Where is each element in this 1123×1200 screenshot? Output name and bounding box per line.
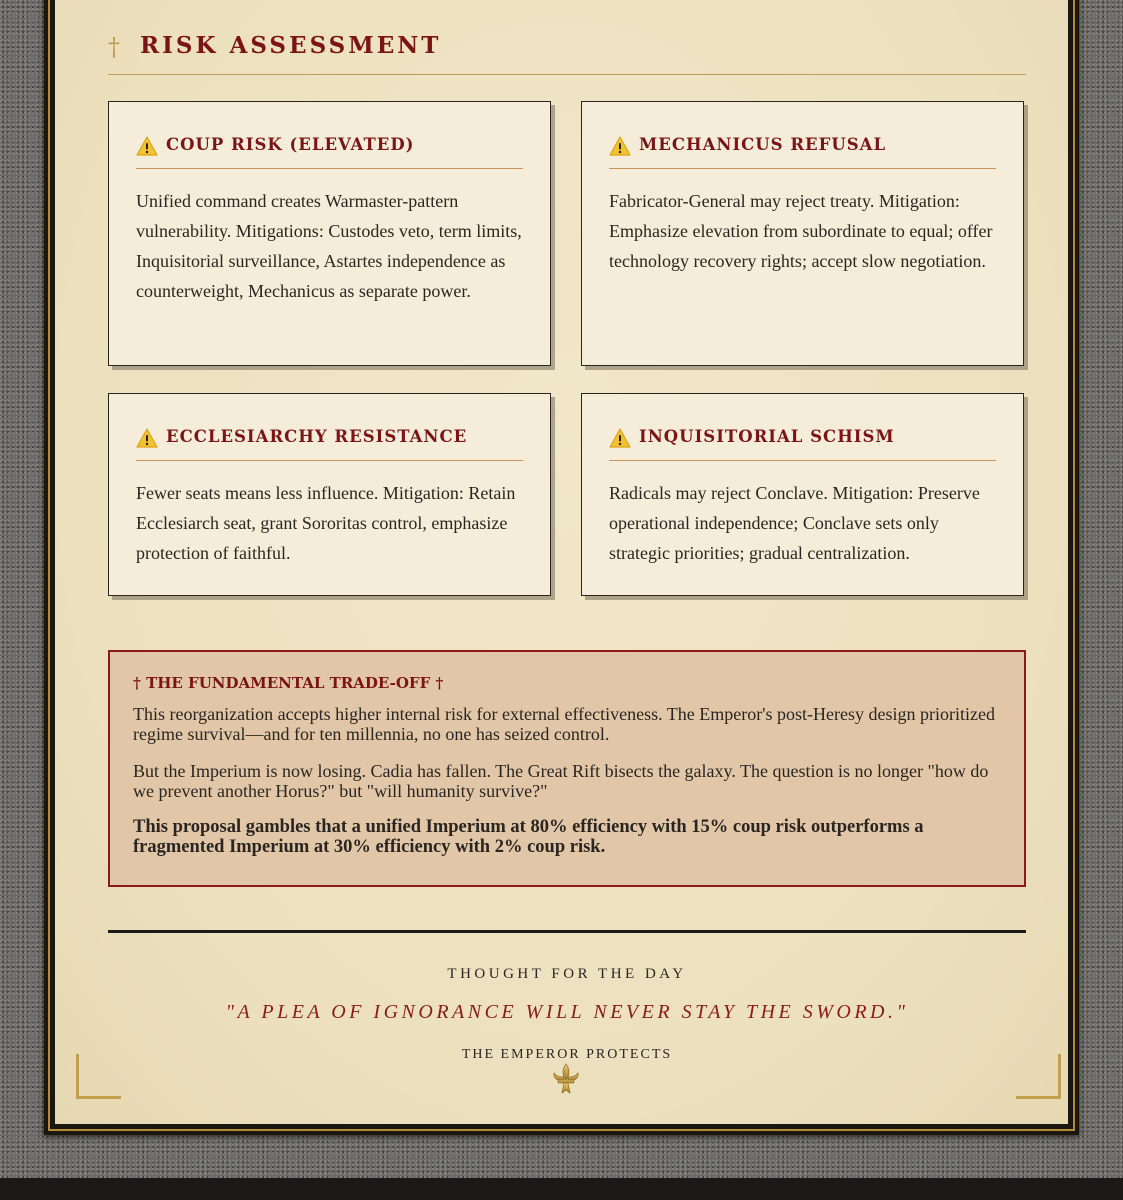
card-header [609, 134, 996, 169]
card-title: INQUISITORIAL SCHISM [639, 427, 895, 446]
corner-ornament [1016, 1054, 1061, 1099]
risk-card-ecclesiarchy [108, 393, 551, 596]
motto: THE EMPEROR PROTECTS [461, 1047, 673, 1062]
warning-icon [609, 136, 631, 156]
card-title: COUP RISK (ELEVATED) [166, 135, 415, 154]
thought-quote: "A PLEA OF IGNORANCE WILL NEVER STAY THE SWORD." [225, 1001, 909, 1023]
card-header [136, 426, 523, 461]
warning-icon [136, 428, 158, 448]
parchment-page [55, 0, 1068, 1124]
corner-ornament [76, 1054, 121, 1099]
card-body: Fabricator-General may reject treaty. Mitigation: Emphasize elevation from subordinate to equal; offer technology recovery rights; accept slow negotiation. [609, 191, 993, 271]
card-header [609, 426, 996, 461]
tradeoff-paragraph: But the Imperium is now losing. Cadia has fallen. The Great Rift bisects the galaxy. The question is no longer "how do we prevent another Horus?" but "will humanity survive?" [133, 761, 989, 801]
card-title: MECHANICUS REFUSAL [639, 135, 887, 154]
document-frame [44, 0, 1079, 1135]
tradeoff-paragraph: This reorganization accepts higher internal risk for external effectiveness. The Emperor's post-Heresy design prioritized regime survival—and for ten millennia, no one has seized control. [133, 704, 995, 744]
fleur-de-lis-icon [548, 1062, 584, 1098]
risk-card-mechanicus [581, 101, 1024, 366]
tradeoff-title: † THE FUNDAMENTAL TRADE-OFF † [133, 674, 444, 692]
frame-gold-border [48, 0, 1075, 1131]
warning-icon [609, 428, 631, 448]
section-header [108, 30, 1026, 75]
thought-label: THOUGHT FOR THE DAY [447, 966, 687, 982]
bottom-bar [0, 1178, 1123, 1200]
risk-card-inquisition [581, 393, 1024, 596]
section-title: RISK ASSESSMENT [140, 32, 442, 59]
warning-icon [136, 136, 158, 156]
risk-card-coup [108, 101, 551, 366]
card-title: ECCLESIARCHY RESISTANCE [166, 427, 468, 446]
page-content [108, 0, 1026, 1121]
card-body: Fewer seats means less influence. Mitigation: Retain Ecclesiarch seat, grant Sororitas control, emphasize protection of faithful. [136, 483, 516, 563]
card-body: Unified command creates Warmaster-pattern vulnerability. Mitigations: Custodes veto, term limits, Inquisitorial surveillance, Astartes independence as counterweight, Mechanicus as separate power. [136, 191, 522, 301]
dagger-cross-icon: † [108, 33, 120, 61]
card-header [136, 134, 523, 169]
footer-divider [108, 930, 1026, 933]
card-body: Radicals may reject Conclave. Mitigation: Preserve operational independence; Conclave sets only strategic priorities; gradual centralization. [609, 483, 980, 563]
tradeoff-callout [108, 650, 1026, 887]
tradeoff-conclusion: This proposal gambles that a unified Imperium at 80% efficiency with 15% coup risk outperforms a fragmented Imperium at 30% efficiency with 2% coup risk. [133, 817, 924, 857]
